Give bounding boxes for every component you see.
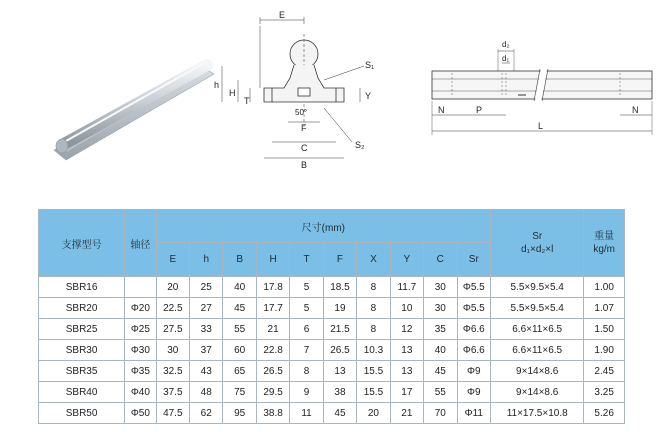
cell-B: 60 bbox=[223, 340, 256, 361]
cell-model: SBR20 bbox=[39, 298, 125, 319]
cell-shaft: Φ40 bbox=[125, 382, 156, 403]
linear-rail-illustration bbox=[8, 8, 218, 173]
cell-dim: 5.5×9.5×5.4 bbox=[491, 298, 584, 319]
cell-shaft: Φ25 bbox=[125, 319, 156, 340]
table-row bbox=[39, 298, 625, 319]
cell-C: 35 bbox=[424, 319, 457, 340]
cell-h: 27 bbox=[190, 298, 223, 319]
cell-T: 7 bbox=[290, 340, 323, 361]
header-col-C: C bbox=[424, 243, 457, 277]
cell-F: 21.5 bbox=[323, 319, 356, 340]
cell-shaft: Φ35 bbox=[125, 361, 156, 382]
label-S2: S₂ bbox=[355, 140, 365, 150]
table-row bbox=[39, 319, 625, 340]
cell-h: 25 bbox=[190, 277, 223, 298]
cell-Sr: Φ9 bbox=[457, 382, 491, 403]
cell-dim: 9×14×8.6 bbox=[491, 382, 584, 403]
header-weight-bottom: kg/m bbox=[593, 244, 615, 255]
table-row bbox=[39, 361, 625, 382]
cell-B: 40 bbox=[223, 277, 256, 298]
cell-dim: 11×17.5×10.8 bbox=[491, 403, 584, 424]
header-sr bbox=[491, 210, 584, 277]
cell-B: 95 bbox=[223, 403, 256, 424]
cell-T: 6 bbox=[290, 319, 323, 340]
cell-H: 38.8 bbox=[256, 403, 289, 424]
cell-T: 9 bbox=[290, 382, 323, 403]
cell-Y: 12 bbox=[390, 319, 423, 340]
label-L: L bbox=[538, 121, 544, 131]
header-col-E: E bbox=[156, 243, 189, 277]
label-T: T bbox=[244, 96, 250, 106]
label-N-right: N bbox=[632, 105, 639, 115]
cell-B: 45 bbox=[223, 298, 256, 319]
cell-C: 55 bbox=[424, 382, 457, 403]
cell-H: 29.5 bbox=[256, 382, 289, 403]
cell-C: 40 bbox=[424, 340, 457, 361]
side-view-drawing bbox=[424, 35, 660, 140]
header-sr-top: Sr bbox=[532, 231, 543, 242]
cell-X: 8 bbox=[357, 319, 390, 340]
cell-w: 2.45 bbox=[584, 361, 625, 382]
cell-shaft bbox=[125, 277, 156, 298]
cell-E: 27.5 bbox=[156, 319, 189, 340]
cell-model: SBR16 bbox=[39, 277, 125, 298]
cell-X: 20 bbox=[357, 403, 390, 424]
cell-X: 10.3 bbox=[357, 340, 390, 361]
cell-F: 38 bbox=[323, 382, 356, 403]
table-row bbox=[39, 340, 625, 361]
header-col-h: h bbox=[190, 243, 223, 277]
cell-w: 1.90 bbox=[584, 340, 625, 361]
header-weight-top: 重量 bbox=[594, 231, 615, 242]
header-col-B: B bbox=[223, 243, 256, 277]
cell-h: 43 bbox=[190, 361, 223, 382]
cell-B: 55 bbox=[223, 319, 256, 340]
cell-C: 70 bbox=[424, 403, 457, 424]
label-C: C bbox=[301, 143, 308, 153]
label-angle: 50° bbox=[295, 108, 308, 117]
spec-table-body bbox=[39, 277, 625, 424]
header-dimensions: 尺寸(mm) bbox=[156, 210, 490, 243]
cell-h: 37 bbox=[190, 340, 223, 361]
label-N-left: N bbox=[438, 105, 445, 115]
cell-Sr: Φ5.5 bbox=[457, 298, 491, 319]
cell-T: 8 bbox=[290, 361, 323, 382]
cell-X: 8 bbox=[357, 298, 390, 319]
label-S1: S₁ bbox=[365, 60, 375, 70]
cell-h: 33 bbox=[190, 319, 223, 340]
cell-T: 5 bbox=[290, 298, 323, 319]
header-col-F: F bbox=[323, 243, 356, 277]
header-model: 支撑型号 bbox=[39, 210, 125, 277]
cell-dim: 6.6×11×6.5 bbox=[491, 319, 584, 340]
cell-w: 1.07 bbox=[584, 298, 625, 319]
label-F: F bbox=[301, 123, 307, 133]
table-row bbox=[39, 382, 625, 403]
cell-B: 75 bbox=[223, 382, 256, 403]
cell-w: 5.26 bbox=[584, 403, 625, 424]
cell-B: 65 bbox=[223, 361, 256, 382]
cell-C: 30 bbox=[424, 277, 457, 298]
cell-shaft: Φ20 bbox=[125, 298, 156, 319]
table-row bbox=[39, 277, 625, 298]
label-d1: d₁ bbox=[502, 54, 510, 63]
cell-C: 45 bbox=[424, 361, 457, 382]
cell-Sr: Φ6.6 bbox=[457, 340, 491, 361]
header-col-H: H bbox=[256, 243, 289, 277]
cross-section-drawing bbox=[212, 8, 398, 183]
cell-w: 1.00 bbox=[584, 277, 625, 298]
cell-F: 13 bbox=[323, 361, 356, 382]
cell-w: 3.25 bbox=[584, 382, 625, 403]
cell-H: 17.8 bbox=[256, 277, 289, 298]
cell-h: 48 bbox=[190, 382, 223, 403]
cell-E: 32.5 bbox=[156, 361, 189, 382]
label-B: B bbox=[301, 160, 308, 170]
cell-C: 30 bbox=[424, 298, 457, 319]
cell-E: 47.5 bbox=[156, 403, 189, 424]
cell-X: 8 bbox=[357, 277, 390, 298]
cell-Sr: Φ5.5 bbox=[457, 277, 491, 298]
cell-Y: 10 bbox=[390, 298, 423, 319]
cell-model: SBR30 bbox=[39, 340, 125, 361]
header-col-X: X bbox=[357, 243, 390, 277]
cell-E: 37.5 bbox=[156, 382, 189, 403]
cell-shaft: Φ50 bbox=[125, 403, 156, 424]
header-col-T: T bbox=[290, 243, 323, 277]
cell-H: 22.8 bbox=[256, 340, 289, 361]
cell-Y: 17 bbox=[390, 382, 423, 403]
cell-model: SBR40 bbox=[39, 382, 125, 403]
header-col-Y: Y bbox=[390, 243, 423, 277]
cell-X: 15.5 bbox=[357, 382, 390, 403]
cell-H: 26.5 bbox=[256, 361, 289, 382]
cell-E: 20 bbox=[156, 277, 189, 298]
spec-table bbox=[38, 209, 625, 424]
label-Y: Y bbox=[365, 91, 372, 101]
cell-model: SBR25 bbox=[39, 319, 125, 340]
cell-E: 30 bbox=[156, 340, 189, 361]
table-row bbox=[39, 403, 625, 424]
label-P: P bbox=[476, 105, 483, 115]
header-shaft: 轴径 bbox=[125, 210, 156, 277]
cell-Y: 13 bbox=[390, 340, 423, 361]
cell-F: 26.5 bbox=[323, 340, 356, 361]
cell-H: 17.7 bbox=[256, 298, 289, 319]
cell-Sr: Φ9 bbox=[457, 361, 491, 382]
cell-model: SBR35 bbox=[39, 361, 125, 382]
label-E: E bbox=[279, 10, 286, 20]
cell-H: 21 bbox=[256, 319, 289, 340]
cell-F: 18.5 bbox=[323, 277, 356, 298]
label-h: h bbox=[214, 80, 220, 90]
cell-dim: 5.5×9.5×5.4 bbox=[491, 277, 584, 298]
header-sr-bottom: d₁×d₂×l bbox=[521, 244, 554, 255]
label-H: H bbox=[229, 88, 236, 98]
cell-Y: 11.7 bbox=[390, 277, 423, 298]
cell-X: 15.5 bbox=[357, 361, 390, 382]
label-d2: d₂ bbox=[502, 40, 510, 49]
header-weight bbox=[584, 210, 625, 277]
header-col-Sr: Sr bbox=[457, 243, 491, 277]
cell-F: 45 bbox=[323, 403, 356, 424]
cell-E: 22.5 bbox=[156, 298, 189, 319]
cell-T: 5 bbox=[290, 277, 323, 298]
cell-F: 19 bbox=[323, 298, 356, 319]
cell-model: SBR50 bbox=[39, 403, 125, 424]
cell-Sr: Φ11 bbox=[457, 403, 491, 424]
cell-shaft: Φ30 bbox=[125, 340, 156, 361]
cell-dim: 6.6×11×6.5 bbox=[491, 340, 584, 361]
cell-dim: 9×14×8.6 bbox=[491, 361, 584, 382]
cell-T: 11 bbox=[290, 403, 323, 424]
cell-w: 1.50 bbox=[584, 319, 625, 340]
cell-Sr: Φ6.6 bbox=[457, 319, 491, 340]
cell-Y: 13 bbox=[390, 361, 423, 382]
cell-h: 62 bbox=[190, 403, 223, 424]
cell-Y: 21 bbox=[390, 403, 423, 424]
